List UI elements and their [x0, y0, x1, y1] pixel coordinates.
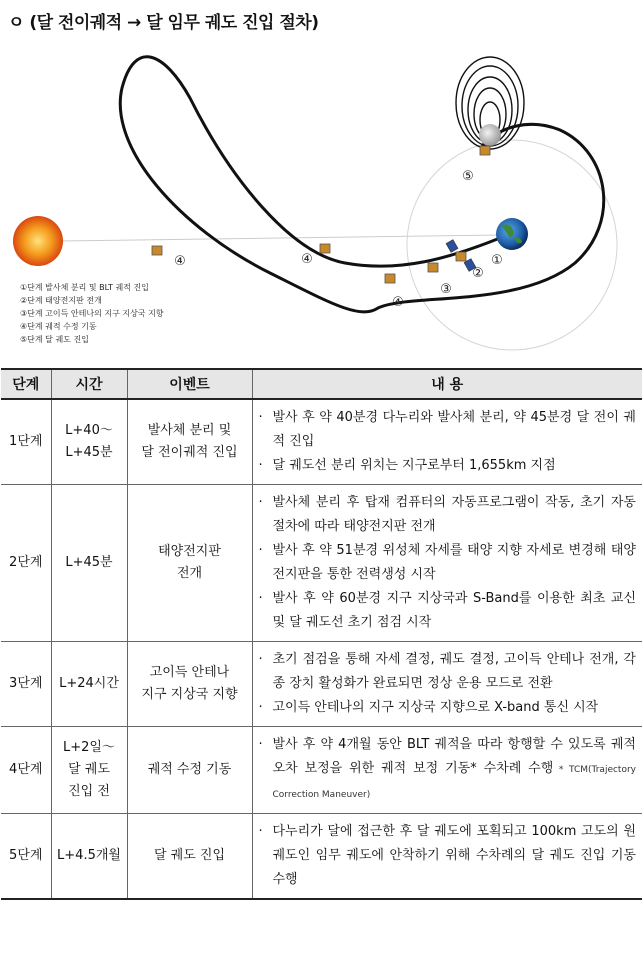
- time-cell: L+24시간: [51, 642, 127, 727]
- table-row: [1, 727, 642, 814]
- stage-cell: 2단계: [1, 485, 51, 642]
- page-heading: ㅇ (달 전이궤적 → 달 임무 궤도 진입 절차): [8, 13, 319, 33]
- bullet-text: 초기 점검을 통해 자세 결정, 궤도 결정, 고이득 안테나 전개, 각종 장치 활성화가 완료되면 정상 운용 모드로 전환: [272, 652, 636, 691]
- content-bullet: [259, 539, 637, 587]
- content-cell: [252, 642, 642, 727]
- table-row: [1, 814, 642, 900]
- bullet-mark: ·: [258, 737, 263, 752]
- bullet-text: 발사 후 약 51분경 위성체 자세를 태양 지향 자세로 변경해 태양전지판을 통한 전력생성 시작: [272, 543, 636, 582]
- stage-cell: 3단계: [1, 642, 51, 727]
- event-cell: 궤적 수정 기동: [127, 727, 252, 814]
- legend-item: ⑤단계 달 궤도 진입: [20, 335, 89, 344]
- event-cell: 발사체 분리 및 달 전이궤적 진입: [127, 399, 252, 485]
- time-cell: L+40～ L+45분: [51, 399, 127, 485]
- content-cell: [252, 485, 642, 642]
- step-marker: ③: [440, 282, 452, 297]
- time-cell: L+2일～ 달 궤도 진입 전: [51, 727, 127, 814]
- legend-item: ③단계 고이득 안테나의 지구 지상국 지향: [20, 309, 164, 318]
- stage-cell: 5단계: [1, 814, 51, 900]
- legend-item: ②단계 태양전지판 전개: [20, 296, 102, 305]
- sun-direction-line: [60, 235, 500, 241]
- bullet-mark: ·: [258, 700, 263, 715]
- content-bullet: [259, 491, 637, 539]
- bullet-mark: ·: [258, 824, 263, 839]
- bullet-text: 다누리가 달에 접근한 후 달 궤도에 포획되고 100km 고도의 원 궤도인 임무 궤도에 안착하기 위해 수차례의 달 궤도 진입 기동 수행: [272, 824, 636, 887]
- content-cell: [252, 727, 642, 814]
- table-row: [1, 485, 642, 642]
- moon-icon: [479, 124, 501, 146]
- bullet-mark: ·: [258, 458, 263, 473]
- step-marker: ②: [472, 266, 484, 281]
- header-stage: 단계: [1, 369, 51, 399]
- event-cell: 달 궤도 진입: [127, 814, 252, 900]
- step-marker: ④: [301, 252, 313, 267]
- sun-icon: [13, 216, 63, 266]
- blt-trajectory-path: [120, 57, 603, 312]
- table-header-row: [1, 369, 642, 399]
- content-bullet: [259, 454, 637, 478]
- legend-item: ④단계 궤적 수정 기동: [20, 322, 97, 331]
- table-row: [1, 642, 642, 727]
- bullet-text: 고이득 안테나의 지구 지상국 지향으로 X-band 통신 시작: [272, 700, 599, 715]
- content-cell: [252, 399, 642, 485]
- content-bullet: [259, 696, 637, 720]
- header-content: 내 용: [252, 369, 642, 399]
- content-bullet: [259, 733, 637, 807]
- stage-cell: 1단계: [1, 399, 51, 485]
- step-marker: ④: [174, 254, 186, 269]
- spacecraft-icons: [152, 146, 490, 283]
- procedure-table: [1, 368, 642, 900]
- table-row: [1, 399, 642, 485]
- header-time: 시간: [51, 369, 127, 399]
- step-marker: ①: [491, 253, 503, 268]
- header-event: 이벤트: [127, 369, 252, 399]
- footnote: * TCM(Trajectory Correction Maneuver): [272, 765, 636, 800]
- content-cell: [252, 814, 642, 900]
- content-bullet: [259, 587, 637, 635]
- bullet-mark: ·: [258, 495, 263, 510]
- bullet-text: 발사 후 약 60분경 지구 지상국과 S-Band를 이용한 최초 교신 및 달 궤도선 초기 점검 시작: [272, 591, 636, 630]
- legend-item: ①단계 발사체 분리 및 BLT 궤적 진입: [20, 283, 149, 292]
- content-bullet: [259, 648, 637, 696]
- content-bullet: [259, 820, 637, 892]
- time-cell: L+4.5개월: [51, 814, 127, 900]
- bullet-text: 달 궤도선 분리 위치는 지구로부터 1,655km 지점: [272, 458, 556, 473]
- content-bullet: [259, 406, 637, 454]
- time-cell: L+45분: [51, 485, 127, 642]
- step-markers: [174, 169, 503, 310]
- bullet-mark: ·: [258, 591, 263, 606]
- bullet-text: 발사 후 약 4개월 동안 BLT 궤적을 따라 항행할 수 있도록 궤적 오차 보정을 위한 궤적 보정 기동* 수차례 수행 * TCM(Trajectory Correction Maneuver): [272, 737, 636, 800]
- bullet-mark: ·: [258, 543, 263, 558]
- bullet-text: 발사 후 약 40분경 다누리와 발사체 분리, 약 45분경 달 전이 궤적 진입: [272, 410, 636, 449]
- diagram-legend: [20, 281, 164, 346]
- bullet-mark: ·: [258, 652, 263, 667]
- event-cell: 태양전지판 전개: [127, 485, 252, 642]
- bullet-text: 발사체 분리 후 탑재 컴퓨터의 자동프로그램이 작동, 초기 자동절차에 따라 태양전지판 전개: [272, 495, 636, 534]
- step-marker: ⑤: [462, 169, 474, 184]
- step-marker: ④: [392, 295, 404, 310]
- event-cell: 고이득 안테나 지구 지상국 지향: [127, 642, 252, 727]
- bullet-mark: ·: [258, 410, 263, 425]
- stage-cell: 4단계: [1, 727, 51, 814]
